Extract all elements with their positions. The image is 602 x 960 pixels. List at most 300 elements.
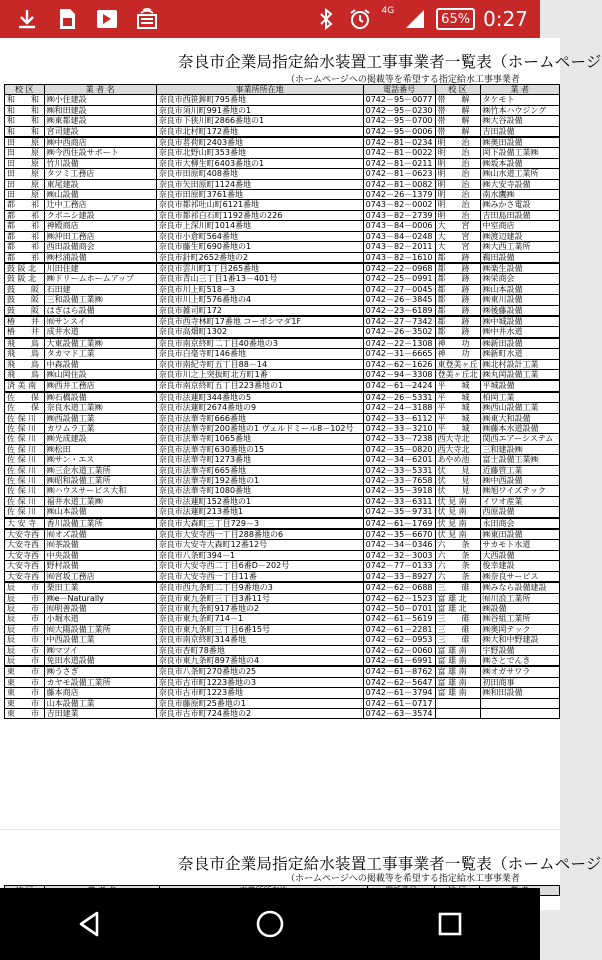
cell-phone: 0742－26－1379	[363, 190, 435, 200]
home-icon	[255, 909, 285, 939]
table-row	[5, 295, 560, 305]
signal-icon	[402, 6, 428, 32]
cell-phone: 0742－81－0022	[363, 148, 435, 158]
cell-phone: 0742－35－3918	[363, 486, 435, 496]
cell-company-name: ㈱山設備	[44, 190, 156, 200]
cell-school-district-2: 都 跡	[435, 274, 480, 284]
cell-address: 奈良市法華寺町200番地の1 ヴェルドミール8－102号	[156, 424, 363, 434]
table-row	[5, 655, 560, 666]
cell-phone: 0742－81－0082	[363, 179, 435, 189]
cell-company-name: 山本設備工業	[44, 698, 156, 708]
cell-company-name: 栗田工業	[44, 582, 156, 593]
cell-school-district: 和 和	[5, 105, 45, 115]
cell-school-district: 佐 保 川	[5, 465, 45, 475]
cell-company-name-2: ㈲川浪工業所	[480, 593, 559, 603]
cell-school-district-2: 六 条	[435, 550, 480, 560]
cell-school-district-2: 都 跡	[435, 263, 480, 274]
cell-company-name: ㈱和田建設	[44, 105, 156, 115]
cell-school-district-2: 明 治	[435, 190, 480, 200]
cell-school-district: 田 原	[5, 137, 45, 148]
cell-school-district-2: 明 治	[435, 179, 480, 189]
cell-company-name: 野村設備	[44, 561, 156, 571]
cell-phone: 0742－33－5331	[363, 465, 435, 475]
cell-phone: 0742－32－3003	[363, 550, 435, 560]
header-school-district-2: 校 区	[435, 85, 480, 95]
cell-address: 奈良市須川町991番地の1	[156, 105, 363, 115]
cell-company-name: 大東設備工業㈱	[44, 338, 156, 349]
table-row	[5, 274, 560, 284]
cell-company-name-2: ㈱奥田設備	[480, 137, 559, 148]
cell-school-district-2: 都 跡	[435, 284, 480, 294]
table-row	[5, 476, 560, 486]
table-row	[5, 105, 560, 115]
flag-app-icon	[94, 6, 120, 32]
table-row	[5, 434, 560, 444]
table-row	[5, 529, 560, 540]
cell-company-name: ㈲大陽設備工業所	[44, 624, 156, 634]
table-row	[5, 645, 560, 655]
cell-school-district: 辰 市	[5, 655, 45, 666]
cell-address: 奈良市藤原町25番地の1	[156, 698, 363, 708]
download-icon	[14, 6, 40, 32]
cell-company-name-2: ㈱旭ワイズテック	[480, 486, 559, 496]
cell-company-name-2: 吉田島田設備	[480, 210, 559, 220]
cell-address: 奈良市田原町3761番地	[156, 190, 363, 200]
cell-company-name: 免田水道設備	[44, 655, 156, 666]
cell-company-name: ㈱沖田工務店	[44, 231, 156, 241]
cell-school-district: 済 美 南	[5, 380, 45, 391]
table-header-row	[5, 85, 560, 95]
cell-school-district-2: 六 条	[435, 540, 480, 550]
cell-company-name: ㈱三企水道工業所	[44, 465, 156, 475]
table-row	[5, 465, 560, 475]
cell-address: 奈良市東九条町917番地の2	[156, 603, 363, 613]
cell-address: 奈良市雑司町172	[156, 305, 363, 316]
cell-address: 奈良市北野山町353番地	[156, 148, 363, 158]
cell-phone: 0742－34－0346	[363, 540, 435, 550]
cell-company-name: 石田建	[44, 284, 156, 294]
cell-phone: 0742－25－0991	[363, 274, 435, 284]
cell-school-district: 田 原	[5, 158, 45, 168]
table-row	[5, 95, 560, 105]
cell-school-district-2: 伏 見 南	[435, 529, 480, 540]
cell-company-name-2: 南水鷹㈱	[480, 190, 559, 200]
cell-school-district-2	[435, 698, 480, 708]
cell-school-district-2: 富 雄 南	[435, 677, 480, 687]
cell-address: 奈良市八条町270番地の25	[156, 666, 363, 677]
cell-school-district-2: 伏 見	[435, 465, 480, 475]
cell-phone: 0742－34－6201	[363, 455, 435, 465]
table-row	[5, 179, 560, 189]
cell-company-name-2: イワオ産業	[480, 496, 559, 506]
cell-company-name: ㈱中西商店	[44, 137, 156, 148]
cell-school-district-2: 都 跡	[435, 316, 480, 327]
cell-school-district: 椿 井	[5, 327, 45, 338]
clock: 0:27	[483, 7, 528, 31]
cell-company-name: ㈱松田	[44, 444, 156, 454]
cell-company-name-2: 西原設備	[480, 507, 559, 518]
table-row	[5, 593, 560, 603]
home-button[interactable]	[240, 894, 300, 954]
cell-company-name: 竹川設備	[44, 158, 156, 168]
cell-school-district-2: 西大寺北	[435, 444, 480, 454]
cell-phone: 0742－61－5619	[363, 614, 435, 624]
alarm-icon	[347, 6, 373, 32]
table-row	[5, 221, 560, 231]
table-row	[5, 518, 560, 529]
cell-company-name-2: 鵜田設備	[480, 252, 559, 263]
cell-school-district: 飛 鳥	[5, 338, 45, 349]
cell-company-name: カヤモ設備工業所	[44, 677, 156, 687]
cell-school-district-2: 富 雄 北	[435, 603, 480, 613]
cell-school-district-2: 平 城	[435, 413, 480, 423]
cell-school-district-2: 明 治	[435, 200, 480, 210]
table-row	[5, 403, 560, 413]
cell-phone: 0742－24－3188	[363, 403, 435, 413]
cell-company-name-2: ㈱奈良サービス	[480, 571, 559, 582]
cell-school-district-2: 明 治	[435, 210, 480, 220]
cell-school-district: 大安寺西	[5, 540, 45, 550]
bluetooth-icon	[313, 6, 339, 32]
cell-address: 奈良市小倉町564番地	[156, 231, 363, 241]
cell-company-name: ㈱光成建設	[44, 434, 156, 444]
cell-phone: 0742－50－0701	[363, 603, 435, 613]
cell-company-name: ㈲茶設備	[44, 540, 156, 550]
cell-company-name-2: ㈱後藤設備	[480, 305, 559, 316]
recents-icon	[435, 909, 465, 939]
cell-address: 奈良市都祁白石町1192番地の226	[156, 210, 363, 220]
cell-company-name-2: ㈱楽生設備	[480, 263, 559, 274]
cell-company-name: 東尾建設	[44, 179, 156, 189]
cell-school-district-2: 明 治	[435, 137, 480, 148]
cell-phone: 0742－22－1308	[363, 338, 435, 349]
table-row	[5, 444, 560, 454]
cell-company-name: はぎはら設備	[44, 305, 156, 316]
cell-company-name-2: ㈱オガサワラ	[480, 666, 559, 677]
cell-school-district: 東 市	[5, 677, 45, 687]
cell-company-name: 吉田建業	[44, 708, 156, 718]
cell-company-name: ㈱ドリームホームアップ	[44, 274, 156, 284]
cell-school-district: 鼓 阪	[5, 284, 45, 294]
cell-phone: 0742－61－2281	[363, 624, 435, 634]
cell-company-name-2: ㈱さとでんき	[480, 655, 559, 666]
cell-address: 奈良市八条町394－1	[156, 550, 363, 560]
cell-address: 奈良市白毫寺町146番地	[156, 349, 363, 359]
cell-school-district: 大安寺西	[5, 529, 45, 540]
cell-address: 奈良市大森町三丁目729－3	[156, 518, 363, 529]
cast-icon	[134, 6, 160, 32]
cell-address: 奈良市東九条町三丁目6番15号	[156, 624, 363, 634]
cell-school-district-2: 帯 解	[435, 116, 480, 126]
cell-company-name-2: ㈱みかさ電設	[480, 200, 559, 210]
cell-company-name: ㈱西設備工業	[44, 413, 156, 423]
cell-company-name-2: 岡下設備工業㈱	[480, 148, 559, 158]
cell-company-name-2: ㈱丸岡設備工業	[480, 369, 559, 380]
cell-school-district: 飛 鳥	[5, 369, 45, 380]
cell-phone: 0742－62－0060	[363, 645, 435, 655]
cell-school-district: 辰 市	[5, 614, 45, 624]
cell-phone: 0742－62－0688	[363, 582, 435, 593]
cell-address: 奈良市上深川町1014番地	[156, 221, 363, 231]
cell-company-name: 川田住建	[44, 263, 156, 274]
cell-address: 奈良市杏町78番地	[156, 645, 363, 655]
cell-school-district: 都 祁	[5, 200, 45, 210]
cell-school-district: 佐 保 川	[5, 434, 45, 444]
cell-company-name: ㈱東都建設	[44, 116, 156, 126]
cell-phone: 0742－33－6112	[363, 413, 435, 423]
table-row	[5, 210, 560, 220]
cell-address: 奈良市西笹鉾町795番地	[156, 95, 363, 105]
cell-phone: 0742－81－0234	[363, 137, 435, 148]
cell-school-district-2: 東登美ヶ丘	[435, 359, 480, 369]
cell-school-district-2: 富 雄 南	[435, 666, 480, 677]
cell-company-name: 奈良水道工業㈱	[44, 403, 156, 413]
cell-company-name: ㈱昭和設備工業所	[44, 476, 156, 486]
table-row	[5, 571, 560, 582]
cell-company-name-2: 柏岡工業	[480, 392, 559, 403]
cell-phone: 0742－33－6311	[363, 496, 435, 506]
cell-address: 奈良市北村町172番地	[156, 126, 363, 137]
cell-school-district-2: 都 跡	[435, 305, 480, 316]
cell-school-district: 都 祁	[5, 221, 45, 231]
document-page-1	[0, 38, 602, 829]
cell-phone: 0742－35－0820	[363, 444, 435, 454]
cell-school-district: 佐 保 川	[5, 486, 45, 496]
cell-company-name-2: 中室商店	[480, 221, 559, 231]
cell-school-district-2: 伏 見 南	[435, 518, 480, 529]
cell-school-district-2: 富 雄 南	[435, 645, 480, 655]
table-row	[5, 369, 560, 380]
cell-company-name-2: 富士設備工業㈱	[480, 455, 559, 465]
cell-company-name: ㈱サン・エス	[44, 455, 156, 465]
cell-address: 奈良市針町2652番地の2	[156, 252, 363, 263]
cell-phone: 0742－81－0211	[363, 158, 435, 168]
cell-company-name-2: ㈱新田設備	[480, 338, 559, 349]
cell-school-district-2: 明 治	[435, 158, 480, 168]
cell-phone: 0742－26－3845	[363, 295, 435, 305]
table-row	[5, 496, 560, 506]
cell-company-name: 神殿商店	[44, 221, 156, 231]
table-row	[5, 677, 560, 687]
cell-company-name-2	[480, 708, 559, 718]
cell-address: 奈良市南京終町314番地	[156, 635, 363, 645]
cell-school-district-2: 富 雄 北	[435, 593, 480, 603]
cell-school-district: 佐 保 川	[5, 496, 45, 506]
cell-company-name: ㈱山岡住設	[44, 369, 156, 380]
cell-address: 奈良市西寺林町17番地 コーポシマダ1F	[156, 316, 363, 327]
cell-company-name-2: ㈱和田設備	[480, 688, 559, 698]
cell-phone: 0742－61－2424	[363, 380, 435, 391]
cell-address: 奈良市法華寺町192番地の1	[156, 476, 363, 486]
back-button[interactable]	[60, 894, 120, 954]
cell-company-name-2: タケモト	[480, 95, 559, 105]
cell-school-district: 佐 保 川	[5, 413, 45, 423]
cell-company-name-2: ㈱奥岡テック	[480, 624, 559, 634]
document-title: 奈良市企業局指定給水装置工事事業者一覧表（ホームページ	[178, 53, 602, 71]
cell-address: 奈良市下狭川町2866番地の1	[156, 116, 363, 126]
cell-phone: 0742－22－0968	[363, 263, 435, 274]
cell-company-name: ㈱e－Naturally	[44, 593, 156, 603]
cell-school-district-2: 神 功	[435, 338, 480, 349]
cell-company-name-2: ㈱東田設備	[480, 529, 559, 540]
cell-phone: 0742－62－1626	[363, 359, 435, 369]
cell-school-district: 佐 保 川	[5, 455, 45, 465]
cell-address: 奈良市古市町1223番地の3	[156, 677, 363, 687]
cell-company-name: タツミ工務店	[44, 169, 156, 179]
cell-phone: 0742－95－0700	[363, 116, 435, 126]
cell-address: 奈良市藤生町690番地の1	[156, 242, 363, 252]
cell-company-name-2: サカモト水道	[480, 540, 559, 550]
cell-school-district: 大安寺西	[5, 561, 45, 571]
cell-phone: 0742－62－0953	[363, 635, 435, 645]
cell-school-district-2: 明 治	[435, 169, 480, 179]
cell-school-district-2: 都 跡	[435, 327, 480, 338]
table-row	[5, 635, 560, 645]
cell-school-district: 佐 保 川	[5, 507, 45, 518]
table-row	[5, 190, 560, 200]
cell-address: 奈良市東九条町三丁目3番11号	[156, 593, 363, 603]
recents-button[interactable]	[420, 894, 480, 954]
cell-school-district: 田 原	[5, 179, 45, 189]
table-row	[5, 708, 560, 718]
cell-school-district: 鼓 阪 北	[5, 274, 45, 284]
table-row	[5, 231, 560, 241]
cell-school-district-2: 平 城	[435, 392, 480, 403]
cell-phone: 0742－62－5647	[363, 677, 435, 687]
cell-phone: 0742－26－3502	[363, 327, 435, 338]
cell-company-name-2: 永田商会	[480, 518, 559, 529]
cell-phone: 0742－27－7342	[363, 316, 435, 327]
cell-school-district: 大安寺西	[5, 550, 45, 560]
battery-icon	[436, 8, 475, 30]
table-row	[5, 169, 560, 179]
cell-company-name: ㈱西井工務店	[44, 380, 156, 391]
header-address: 事業所所在地	[156, 85, 363, 95]
cell-school-district-2: 帯 解	[435, 126, 480, 137]
cell-school-district: 東 市	[5, 698, 45, 708]
table-row	[5, 507, 560, 518]
cell-phone: 0742－62－1523	[363, 593, 435, 603]
cell-address: 奈良市法蓮町344番地の5	[156, 392, 363, 403]
cell-school-district-2: 六 条	[435, 571, 480, 582]
cell-company-name: ㈱石橋設備	[44, 392, 156, 403]
cell-address: 奈良市南京終町二丁目40番地の3	[156, 338, 363, 349]
table-row	[5, 550, 560, 560]
cell-school-district: 飛 鳥	[5, 359, 45, 369]
cell-address: 奈良市大安寺西一丁目288番地の6	[156, 529, 363, 540]
cell-school-district: 佐 保 川	[5, 444, 45, 454]
cell-school-district-2: 富 雄 南	[435, 688, 480, 698]
cell-address: 奈良市大安寺大森町12番12号	[156, 540, 363, 550]
cell-school-district: 和 和	[5, 126, 45, 137]
cell-school-district-2: 伏 見 南	[435, 507, 480, 518]
cell-school-district-2: 平 城	[435, 380, 480, 391]
cell-phone: 0742－33－7238	[363, 434, 435, 444]
cell-phone: 0742－26－5331	[363, 392, 435, 403]
cell-company-name: ㈲オズ設備	[44, 529, 156, 540]
cell-company-name: カワムラ工業	[44, 424, 156, 434]
cell-school-district: 辰 市	[5, 582, 45, 593]
cell-phone: 0742－94－3308	[363, 369, 435, 380]
cell-company-name-2: ㈱大安寺設備	[480, 179, 559, 189]
document-viewer[interactable]	[0, 38, 602, 888]
cell-company-name-2: 宇野設備	[480, 645, 559, 655]
table-row	[5, 338, 560, 349]
table-row	[5, 126, 560, 137]
cell-company-name-2: ㈱渡辺建設	[480, 231, 559, 241]
table-row	[5, 242, 560, 252]
cell-company-name-2	[480, 698, 559, 708]
cell-school-district-2: 富 雄 南	[435, 655, 480, 666]
cell-company-name-2: ㈱西山設備工業	[480, 403, 559, 413]
cell-company-name-2: 俊幸建設	[480, 561, 559, 571]
cell-address: 奈良市矢田原町1124番地	[156, 179, 363, 189]
cell-company-name-2: ㈱中西設備	[480, 476, 559, 486]
table-row	[5, 327, 560, 338]
cell-school-district: 辰 市	[5, 624, 45, 634]
cell-school-district-2: 大 宮	[435, 231, 480, 241]
cell-address: 奈良市西九条町二丁目9番地の3	[156, 582, 363, 593]
cell-address: 奈良市高畑町1302	[156, 327, 363, 338]
document-title-page-2: 奈良市企業局指定給水装置工事事業者一覧表（ホームページ	[178, 855, 602, 873]
cell-school-district-2: 六 条	[435, 561, 480, 571]
table-row	[5, 263, 560, 274]
table-row	[5, 540, 560, 550]
cell-address: 奈良市南紀寺町五丁目88－14	[156, 359, 363, 369]
table-row	[5, 424, 560, 434]
cell-school-district-2: 三 碓	[435, 635, 480, 645]
cell-company-name-2: ㈱大西工業所	[480, 242, 559, 252]
table-row	[5, 614, 560, 624]
cell-school-district-2: 帯 解	[435, 95, 480, 105]
cell-school-district: 佐 保 川	[5, 476, 45, 486]
cell-phone: 0742－61－1769	[363, 518, 435, 529]
cell-company-name: ㈲サンスイ	[44, 316, 156, 327]
cell-address: 奈良市大柳生町6403番地の1	[156, 158, 363, 168]
cell-company-name: 成井水道	[44, 327, 156, 338]
cell-school-district: 椿 井	[5, 316, 45, 327]
network-type-label: 4G	[381, 6, 395, 16]
cell-address: 奈良市田原町408番地	[156, 169, 363, 179]
cell-phone: 0743－82－0002	[363, 200, 435, 210]
header-company-name: 業 者 名	[44, 85, 156, 95]
cell-phone: 0742－61－3794	[363, 688, 435, 698]
table-row	[5, 486, 560, 496]
cell-company-name-2: 関西エアーシステム	[480, 434, 559, 444]
header-school-district: 校 区	[5, 85, 45, 95]
cell-company-name: ㈲宮坂工務店	[44, 571, 156, 582]
cell-school-district-2	[435, 708, 480, 718]
cell-company-name-2: ㈱栄商会	[480, 274, 559, 284]
cell-company-name: 宮司建設	[44, 126, 156, 137]
cell-company-name-2: ㈱坂本設備	[480, 158, 559, 168]
cell-phone: 0743－82－1610	[363, 252, 435, 263]
cell-phone: 0743－84－0248	[363, 231, 435, 241]
cell-address: 奈良市古市町1223番地	[156, 688, 363, 698]
cell-company-name: ㈱ハウスサービス大和	[44, 486, 156, 496]
table-row	[5, 137, 560, 148]
cell-phone: 0742－23－6189	[363, 305, 435, 316]
cell-company-name-2: ㈱設備	[480, 603, 559, 613]
cell-school-district: 東 市	[5, 708, 45, 718]
cell-school-district: 鼓 阪 北	[5, 263, 45, 274]
cell-phone: 0742－31－6665	[363, 349, 435, 359]
cell-company-name: 西田設備商会	[44, 242, 156, 252]
cell-address: 奈良市都祁吐山町6121番地	[156, 200, 363, 210]
cell-company-name: 香川設備工業所	[44, 518, 156, 529]
cell-address: 奈良市川之上突抜町北方町1番	[156, 369, 363, 380]
table-row	[5, 561, 560, 571]
